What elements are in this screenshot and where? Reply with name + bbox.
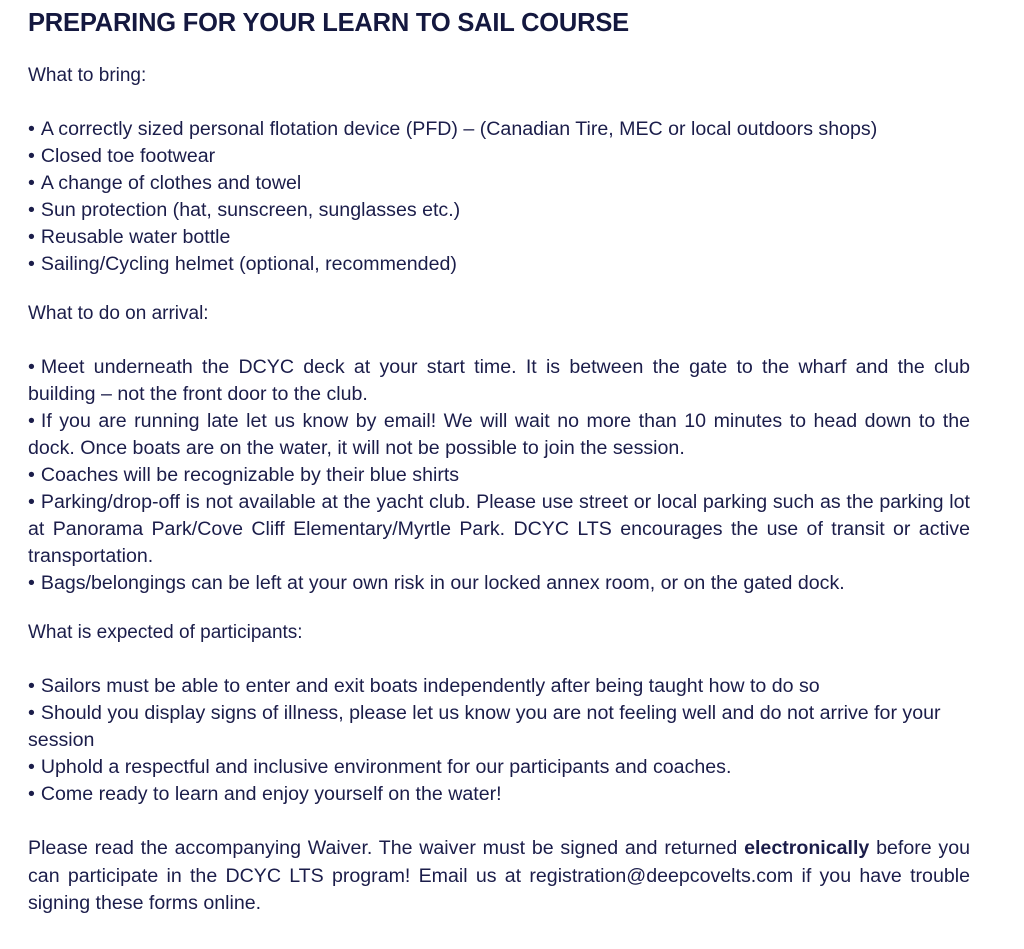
list-item: • Bags/belongings can be left at your own risk in our locked annex room, or on the gated dock. xyxy=(28,572,845,594)
bullet: • xyxy=(28,199,35,221)
document-page xyxy=(28,6,970,918)
section-what-to-bring xyxy=(28,62,970,278)
list-item: • Closed toe footwear xyxy=(28,145,216,167)
section-what-to-do-on-arrival xyxy=(28,300,970,597)
list-item: • Coaches will be recognizable by their blue shirts xyxy=(28,464,460,486)
bullet: • xyxy=(28,410,35,432)
list-item: • Sailing/Cycling helmet (optional, recommended) xyxy=(28,253,457,275)
bullet: • xyxy=(28,172,35,194)
bullet-list xyxy=(28,116,970,278)
emphasis-text: electronically xyxy=(744,837,870,859)
list-item: • Parking/drop-off is not available at the yacht club. Please use street or local parking such as the parking lot at Panorama Park/Cove Cliff Elementary/Myrtle Park. DCYC LTS encourages the use of transit or active transportation. xyxy=(28,491,970,567)
bullet: • xyxy=(28,675,35,697)
bullet: • xyxy=(28,572,35,594)
bullet: • xyxy=(28,464,35,486)
bullet: • xyxy=(28,783,35,805)
bullet: • xyxy=(28,756,35,778)
list-item: • Come ready to learn and enjoy yourself on the water! xyxy=(28,783,502,805)
list-item: • If you are running late let us know by email! We will wait no more than 10 minutes to head down to the dock. Once boats are on the water, it will not be possible to join the session. xyxy=(28,410,970,459)
bullet-list xyxy=(28,354,970,597)
closing-paragraph: Please read the accompanying Waiver. The waiver must be signed and returned electronically before you can participate in the DCYC LTS program! Email us at registration@deepcovelts.com if you have trouble signing these forms online. xyxy=(28,837,970,914)
section-heading: What is expected of participants: xyxy=(28,622,303,643)
bullet: • xyxy=(28,118,35,140)
list-item: • A correctly sized personal flotation device (PFD) – (Canadian Tire, MEC or local outdoors shops) xyxy=(28,118,878,140)
section-heading: What to bring: xyxy=(28,65,147,86)
list-item: • Sailors must be able to enter and exit boats independently after being taught how to do so xyxy=(28,675,820,697)
page-title: PREPARING FOR YOUR LEARN TO SAIL COURSE xyxy=(28,9,629,37)
bullet: • xyxy=(28,356,35,378)
list-item: • A change of clothes and towel xyxy=(28,172,302,194)
bullet-list xyxy=(28,673,970,808)
bullet: • xyxy=(28,226,35,248)
list-item: • Sun protection (hat, sunscreen, sunglasses etc.) xyxy=(28,199,461,221)
bullet: • xyxy=(28,491,35,513)
bullet: • xyxy=(28,145,35,167)
list-item: • Should you display signs of illness, please let us know you are not feeling well and do not arrive for your session xyxy=(28,702,941,751)
bullet: • xyxy=(28,253,35,275)
section-heading: What to do on arrival: xyxy=(28,303,209,324)
list-item: • Reusable water bottle xyxy=(28,226,231,248)
list-item: • Uphold a respectful and inclusive environment for our participants and coaches. xyxy=(28,756,732,778)
section-expected-of-participants xyxy=(28,619,970,808)
bullet: • xyxy=(28,702,35,724)
list-item: • Meet underneath the DCYC deck at your start time. It is between the gate to the wharf and the club building – not the front door to the club. xyxy=(28,356,970,405)
